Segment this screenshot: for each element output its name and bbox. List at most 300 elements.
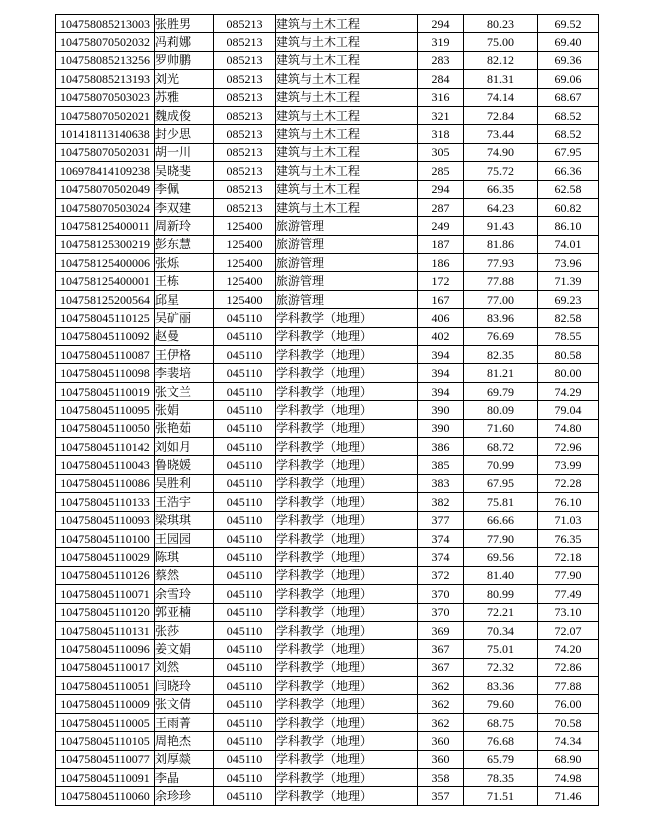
initial-score-cell: 394: [418, 364, 464, 382]
candidate-name-cell: 赵曼: [155, 327, 214, 345]
table-row: [56, 566, 599, 584]
retest-score-cell: 70.99: [464, 456, 538, 474]
major-name-cell: 建筑与土木工程: [276, 70, 418, 88]
major-code-cell: 045110: [214, 713, 276, 731]
major-name-cell: 建筑与土木工程: [276, 162, 418, 180]
candidate-name-cell: 张烁: [155, 254, 214, 272]
major-code-cell: 125400: [214, 272, 276, 290]
major-code-cell: 045110: [214, 640, 276, 658]
total-score-cell: 66.36: [538, 162, 599, 180]
major-name-cell: 学科教学（地理）: [276, 769, 418, 787]
total-score-cell: 68.52: [538, 106, 599, 124]
major-name-cell: 学科教学（地理）: [276, 695, 418, 713]
major-code-cell: 045110: [214, 769, 276, 787]
major-code-cell: 045110: [214, 548, 276, 566]
retest-score-cell: 71.51: [464, 787, 538, 805]
major-code-cell: 085213: [214, 15, 276, 33]
initial-score-cell: 249: [418, 217, 464, 235]
major-name-cell: 学科教学（地理）: [276, 640, 418, 658]
retest-score-cell: 75.81: [464, 493, 538, 511]
major-name-cell: 建筑与土木工程: [276, 51, 418, 69]
major-name-cell: 学科教学（地理）: [276, 309, 418, 327]
candidate-name-cell: 张娟: [155, 401, 214, 419]
score-table-body: [56, 15, 599, 806]
candidate-id-cell: 104758045110086: [56, 474, 155, 492]
major-code-cell: 085213: [214, 88, 276, 106]
candidate-name-cell: 王园园: [155, 529, 214, 547]
table-row: [56, 787, 599, 805]
initial-score-cell: 172: [418, 272, 464, 290]
retest-score-cell: 66.66: [464, 511, 538, 529]
total-score-cell: 72.18: [538, 548, 599, 566]
total-score-cell: 74.98: [538, 769, 599, 787]
total-score-cell: 72.86: [538, 658, 599, 676]
major-code-cell: 085213: [214, 70, 276, 88]
initial-score-cell: 406: [418, 309, 464, 327]
initial-score-cell: 284: [418, 70, 464, 88]
major-name-cell: 学科教学（地理）: [276, 677, 418, 695]
table-row: [56, 88, 599, 106]
initial-score-cell: 374: [418, 548, 464, 566]
major-code-cell: 125400: [214, 254, 276, 272]
major-code-cell: 045110: [214, 419, 276, 437]
total-score-cell: 73.99: [538, 456, 599, 474]
major-name-cell: 建筑与土木工程: [276, 33, 418, 51]
candidate-name-cell: 陈琪: [155, 548, 214, 566]
total-score-cell: 69.52: [538, 15, 599, 33]
major-name-cell: 学科教学（地理）: [276, 603, 418, 621]
candidate-id-cell: 104758045110009: [56, 695, 155, 713]
major-name-cell: 建筑与土木工程: [276, 143, 418, 161]
initial-score-cell: 357: [418, 787, 464, 805]
retest-score-cell: 77.88: [464, 272, 538, 290]
candidate-name-cell: 吴晓斐: [155, 162, 214, 180]
candidate-id-cell: 104758045110060: [56, 787, 155, 805]
retest-score-cell: 72.32: [464, 658, 538, 676]
retest-score-cell: 80.99: [464, 585, 538, 603]
table-row: [56, 493, 599, 511]
candidate-id-cell: 104758045110050: [56, 419, 155, 437]
total-score-cell: 80.58: [538, 346, 599, 364]
initial-score-cell: 294: [418, 15, 464, 33]
candidate-id-cell: 104758070502049: [56, 180, 155, 198]
total-score-cell: 74.34: [538, 732, 599, 750]
initial-score-cell: 362: [418, 713, 464, 731]
candidate-name-cell: 苏雅: [155, 88, 214, 106]
major-name-cell: 学科教学（地理）: [276, 511, 418, 529]
table-row: [56, 309, 599, 327]
table-row: [56, 456, 599, 474]
candidate-name-cell: 李佩: [155, 180, 214, 198]
initial-score-cell: 374: [418, 529, 464, 547]
table-row: [56, 621, 599, 639]
candidate-id-cell: 104758045110092: [56, 327, 155, 345]
total-score-cell: 86.10: [538, 217, 599, 235]
major-name-cell: 建筑与土木工程: [276, 125, 418, 143]
major-code-cell: 045110: [214, 346, 276, 364]
retest-score-cell: 67.95: [464, 474, 538, 492]
major-code-cell: 045110: [214, 603, 276, 621]
retest-score-cell: 76.68: [464, 732, 538, 750]
candidate-name-cell: 封少思: [155, 125, 214, 143]
candidate-id-cell: 104758045110029: [56, 548, 155, 566]
total-score-cell: 60.82: [538, 198, 599, 216]
candidate-name-cell: 冯莉娜: [155, 33, 214, 51]
major-name-cell: 学科教学（地理）: [276, 327, 418, 345]
total-score-cell: 78.55: [538, 327, 599, 345]
initial-score-cell: 305: [418, 143, 464, 161]
initial-score-cell: 362: [418, 677, 464, 695]
candidate-id-cell: 104758045110142: [56, 437, 155, 455]
table-row: [56, 254, 599, 272]
candidate-name-cell: 王雨菁: [155, 713, 214, 731]
candidate-id-cell: 104758045110019: [56, 382, 155, 400]
table-row: [56, 382, 599, 400]
major-name-cell: 学科教学（地理）: [276, 529, 418, 547]
candidate-name-cell: 张艳茹: [155, 419, 214, 437]
table-row: [56, 180, 599, 198]
table-row: [56, 640, 599, 658]
table-row: [56, 235, 599, 253]
major-code-cell: 045110: [214, 401, 276, 419]
total-score-cell: 76.10: [538, 493, 599, 511]
major-name-cell: 旅游管理: [276, 272, 418, 290]
major-code-cell: 045110: [214, 364, 276, 382]
candidate-id-cell: 104758085213193: [56, 70, 155, 88]
table-row: [56, 603, 599, 621]
total-score-cell: 76.00: [538, 695, 599, 713]
major-code-cell: 045110: [214, 437, 276, 455]
candidate-id-cell: 104758125400011: [56, 217, 155, 235]
initial-score-cell: 186: [418, 254, 464, 272]
major-name-cell: 建筑与土木工程: [276, 106, 418, 124]
initial-score-cell: 319: [418, 33, 464, 51]
major-code-cell: 045110: [214, 566, 276, 584]
candidate-id-cell: 104758045110131: [56, 621, 155, 639]
retest-score-cell: 75.01: [464, 640, 538, 658]
candidate-name-cell: 吴胜利: [155, 474, 214, 492]
total-score-cell: 74.01: [538, 235, 599, 253]
initial-score-cell: 362: [418, 695, 464, 713]
candidate-id-cell: 104758045110100: [56, 529, 155, 547]
candidate-id-cell: 104758045110093: [56, 511, 155, 529]
candidate-name-cell: 张莎: [155, 621, 214, 639]
total-score-cell: 80.00: [538, 364, 599, 382]
major-code-cell: 045110: [214, 695, 276, 713]
major-name-cell: 学科教学（地理）: [276, 419, 418, 437]
candidate-id-cell: 104758045110071: [56, 585, 155, 603]
candidate-name-cell: 郭亚楠: [155, 603, 214, 621]
initial-score-cell: 367: [418, 640, 464, 658]
candidate-name-cell: 刘厚燚: [155, 750, 214, 768]
total-score-cell: 62.58: [538, 180, 599, 198]
major-name-cell: 学科教学（地理）: [276, 493, 418, 511]
table-row: [56, 677, 599, 695]
major-code-cell: 045110: [214, 456, 276, 474]
major-name-cell: 建筑与土木工程: [276, 15, 418, 33]
retest-score-cell: 72.84: [464, 106, 538, 124]
total-score-cell: 74.20: [538, 640, 599, 658]
major-name-cell: 学科教学（地理）: [276, 566, 418, 584]
initial-score-cell: 377: [418, 511, 464, 529]
retest-score-cell: 82.12: [464, 51, 538, 69]
initial-score-cell: 372: [418, 566, 464, 584]
major-name-cell: 建筑与土木工程: [276, 88, 418, 106]
major-code-cell: 125400: [214, 235, 276, 253]
initial-score-cell: 285: [418, 162, 464, 180]
initial-score-cell: 402: [418, 327, 464, 345]
major-name-cell: 建筑与土木工程: [276, 180, 418, 198]
admission-score-table: [55, 14, 599, 806]
retest-score-cell: 74.14: [464, 88, 538, 106]
total-score-cell: 71.46: [538, 787, 599, 805]
total-score-cell: 77.90: [538, 566, 599, 584]
retest-score-cell: 80.09: [464, 401, 538, 419]
total-score-cell: 68.67: [538, 88, 599, 106]
major-code-cell: 085213: [214, 180, 276, 198]
major-code-cell: 125400: [214, 217, 276, 235]
table-row: [56, 272, 599, 290]
retest-score-cell: 77.90: [464, 529, 538, 547]
total-score-cell: 72.28: [538, 474, 599, 492]
major-name-cell: 学科教学（地理）: [276, 346, 418, 364]
candidate-name-cell: 姜文娟: [155, 640, 214, 658]
retest-score-cell: 81.40: [464, 566, 538, 584]
total-score-cell: 77.49: [538, 585, 599, 603]
initial-score-cell: 382: [418, 493, 464, 511]
major-code-cell: 045110: [214, 585, 276, 603]
candidate-id-cell: 106978414109238: [56, 162, 155, 180]
major-code-cell: 085213: [214, 162, 276, 180]
candidate-id-cell: 104758125200564: [56, 290, 155, 308]
total-score-cell: 70.58: [538, 713, 599, 731]
candidate-name-cell: 张胜男: [155, 15, 214, 33]
retest-score-cell: 76.69: [464, 327, 538, 345]
retest-score-cell: 66.35: [464, 180, 538, 198]
candidate-id-cell: 104758085213256: [56, 51, 155, 69]
table-row: [56, 401, 599, 419]
total-score-cell: 72.07: [538, 621, 599, 639]
major-code-cell: 045110: [214, 529, 276, 547]
major-name-cell: 学科教学（地理）: [276, 548, 418, 566]
table-row: [56, 33, 599, 51]
major-name-cell: 旅游管理: [276, 290, 418, 308]
total-score-cell: 76.35: [538, 529, 599, 547]
table-row: [56, 419, 599, 437]
retest-score-cell: 83.36: [464, 677, 538, 695]
table-row: [56, 106, 599, 124]
initial-score-cell: 321: [418, 106, 464, 124]
candidate-name-cell: 李裴培: [155, 364, 214, 382]
initial-score-cell: 394: [418, 346, 464, 364]
major-code-cell: 045110: [214, 327, 276, 345]
major-code-cell: 085213: [214, 143, 276, 161]
initial-score-cell: 316: [418, 88, 464, 106]
candidate-id-cell: 104758045110133: [56, 493, 155, 511]
candidate-id-cell: 104758045110125: [56, 309, 155, 327]
table-row: [56, 162, 599, 180]
table-row: [56, 217, 599, 235]
candidate-name-cell: 余珍珍: [155, 787, 214, 805]
major-code-cell: 085213: [214, 125, 276, 143]
candidate-name-cell: 梁琪琪: [155, 511, 214, 529]
candidate-name-cell: 王栋: [155, 272, 214, 290]
retest-score-cell: 91.43: [464, 217, 538, 235]
initial-score-cell: 283: [418, 51, 464, 69]
major-code-cell: 045110: [214, 677, 276, 695]
major-name-cell: 建筑与土木工程: [276, 198, 418, 216]
candidate-name-cell: 张文倩: [155, 695, 214, 713]
major-name-cell: 学科教学（地理）: [276, 382, 418, 400]
major-code-cell: 045110: [214, 474, 276, 492]
candidate-id-cell: 104758125400001: [56, 272, 155, 290]
total-score-cell: 68.52: [538, 125, 599, 143]
major-name-cell: 旅游管理: [276, 254, 418, 272]
candidate-id-cell: 104758125400006: [56, 254, 155, 272]
table-row: [56, 346, 599, 364]
retest-score-cell: 70.34: [464, 621, 538, 639]
candidate-name-cell: 刘光: [155, 70, 214, 88]
candidate-name-cell: 刘然: [155, 658, 214, 676]
candidate-id-cell: 104758085213003: [56, 15, 155, 33]
total-score-cell: 71.39: [538, 272, 599, 290]
total-score-cell: 67.95: [538, 143, 599, 161]
initial-score-cell: 367: [418, 658, 464, 676]
major-name-cell: 旅游管理: [276, 217, 418, 235]
candidate-id-cell: 104758045110043: [56, 456, 155, 474]
retest-score-cell: 71.60: [464, 419, 538, 437]
retest-score-cell: 75.00: [464, 33, 538, 51]
major-name-cell: 学科教学（地理）: [276, 787, 418, 805]
retest-score-cell: 68.75: [464, 713, 538, 731]
candidate-id-cell: 104758045110005: [56, 713, 155, 731]
retest-score-cell: 64.23: [464, 198, 538, 216]
candidate-id-cell: 104758045110120: [56, 603, 155, 621]
retest-score-cell: 82.35: [464, 346, 538, 364]
candidate-name-cell: 闫晓玲: [155, 677, 214, 695]
table-row: [56, 290, 599, 308]
major-name-cell: 学科教学（地理）: [276, 401, 418, 419]
table-row: [56, 658, 599, 676]
candidate-id-cell: 104758045110126: [56, 566, 155, 584]
major-name-cell: 学科教学（地理）: [276, 474, 418, 492]
major-name-cell: 学科教学（地理）: [276, 713, 418, 731]
total-score-cell: 77.88: [538, 677, 599, 695]
table-row: [56, 529, 599, 547]
candidate-id-cell: 104758045110077: [56, 750, 155, 768]
major-code-cell: 085213: [214, 198, 276, 216]
candidate-name-cell: 王伊格: [155, 346, 214, 364]
retest-score-cell: 75.72: [464, 162, 538, 180]
table-row: [56, 198, 599, 216]
candidate-name-cell: 刘如月: [155, 437, 214, 455]
candidate-name-cell: 周艳杰: [155, 732, 214, 750]
retest-score-cell: 69.79: [464, 382, 538, 400]
total-score-cell: 69.36: [538, 51, 599, 69]
total-score-cell: 73.10: [538, 603, 599, 621]
candidate-name-cell: 李晶: [155, 769, 214, 787]
candidate-name-cell: 魏成俊: [155, 106, 214, 124]
major-code-cell: 045110: [214, 511, 276, 529]
retest-score-cell: 78.35: [464, 769, 538, 787]
table-row: [56, 585, 599, 603]
initial-score-cell: 167: [418, 290, 464, 308]
major-code-cell: 045110: [214, 732, 276, 750]
table-row: [56, 713, 599, 731]
initial-score-cell: 390: [418, 401, 464, 419]
major-code-cell: 045110: [214, 621, 276, 639]
candidate-name-cell: 胡一川: [155, 143, 214, 161]
initial-score-cell: 358: [418, 769, 464, 787]
table-row: [56, 70, 599, 88]
candidate-name-cell: 余雪玲: [155, 585, 214, 603]
retest-score-cell: 68.72: [464, 437, 538, 455]
major-name-cell: 学科教学（地理）: [276, 621, 418, 639]
major-name-cell: 学科教学（地理）: [276, 437, 418, 455]
retest-score-cell: 81.86: [464, 235, 538, 253]
candidate-name-cell: 李双建: [155, 198, 214, 216]
major-code-cell: 045110: [214, 750, 276, 768]
initial-score-cell: 370: [418, 603, 464, 621]
major-code-cell: 045110: [214, 309, 276, 327]
major-code-cell: 045110: [214, 382, 276, 400]
table-row: [56, 511, 599, 529]
candidate-id-cell: 104758070503023: [56, 88, 155, 106]
initial-score-cell: 386: [418, 437, 464, 455]
retest-score-cell: 73.44: [464, 125, 538, 143]
table-row: [56, 51, 599, 69]
table-row: [56, 327, 599, 345]
table-row: [56, 143, 599, 161]
major-name-cell: 学科教学（地理）: [276, 456, 418, 474]
retest-score-cell: 74.90: [464, 143, 538, 161]
candidate-id-cell: 104758045110017: [56, 658, 155, 676]
major-code-cell: 045110: [214, 658, 276, 676]
table-row: [56, 548, 599, 566]
candidate-id-cell: 104758070502032: [56, 33, 155, 51]
initial-score-cell: 360: [418, 750, 464, 768]
major-name-cell: 学科教学（地理）: [276, 364, 418, 382]
table-row: [56, 750, 599, 768]
candidate-id-cell: 104758045110105: [56, 732, 155, 750]
table-row: [56, 474, 599, 492]
total-score-cell: 74.29: [538, 382, 599, 400]
retest-score-cell: 69.56: [464, 548, 538, 566]
candidate-id-cell: 104758045110051: [56, 677, 155, 695]
major-name-cell: 学科教学（地理）: [276, 750, 418, 768]
total-score-cell: 69.23: [538, 290, 599, 308]
retest-score-cell: 81.31: [464, 70, 538, 88]
candidate-name-cell: 吴矿丽: [155, 309, 214, 327]
major-code-cell: 085213: [214, 51, 276, 69]
initial-score-cell: 318: [418, 125, 464, 143]
candidate-name-cell: 罗帅鹏: [155, 51, 214, 69]
candidate-name-cell: 鲁晓媛: [155, 456, 214, 474]
candidate-name-cell: 王浩宇: [155, 493, 214, 511]
total-score-cell: 74.80: [538, 419, 599, 437]
major-name-cell: 学科教学（地理）: [276, 732, 418, 750]
candidate-id-cell: 104758045110098: [56, 364, 155, 382]
initial-score-cell: 287: [418, 198, 464, 216]
major-code-cell: 085213: [214, 33, 276, 51]
retest-score-cell: 80.23: [464, 15, 538, 33]
total-score-cell: 72.96: [538, 437, 599, 455]
total-score-cell: 69.40: [538, 33, 599, 51]
total-score-cell: 79.04: [538, 401, 599, 419]
retest-score-cell: 81.21: [464, 364, 538, 382]
candidate-name-cell: 张文兰: [155, 382, 214, 400]
candidate-name-cell: 蔡然: [155, 566, 214, 584]
